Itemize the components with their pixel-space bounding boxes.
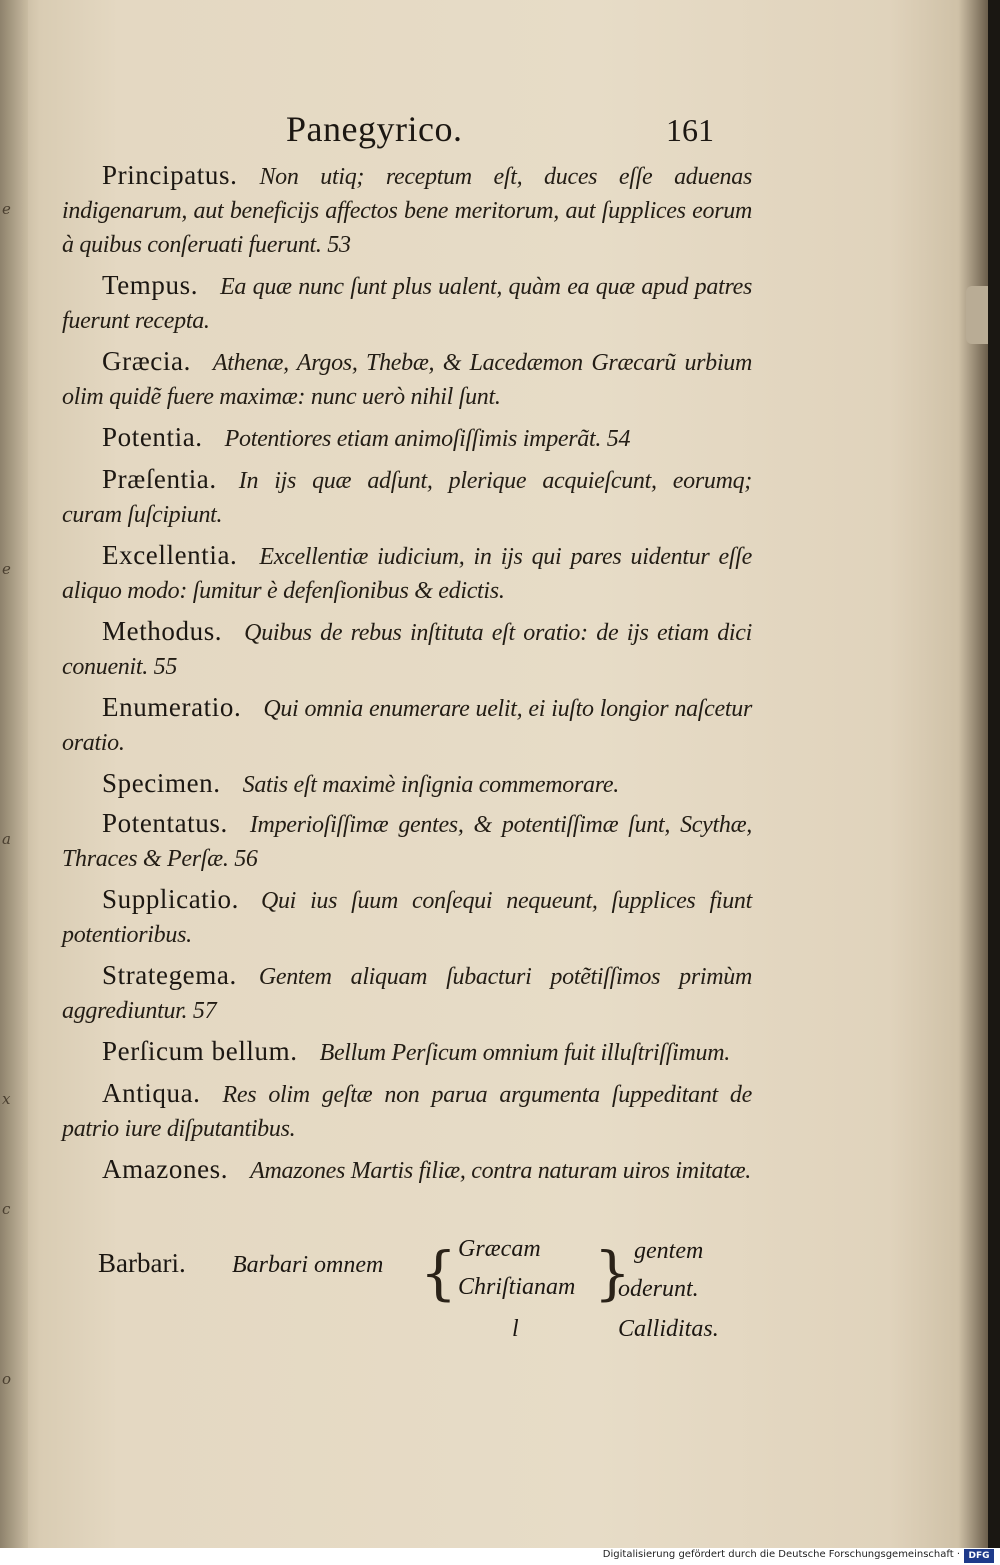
gutter-letter: e [2,560,11,578]
brace-verb: gentem [634,1238,704,1264]
footer-bar [0,1548,1000,1565]
entry-keyword: Supplicatio. [102,884,239,914]
brace-option: Chriſtianam [458,1274,576,1300]
entry-text: Excellentiæ iudicium, in ijs qui pares uidentur eſſe aliquo modo: ſumitur è defenſionibus & edictis. [62,544,752,604]
brace-verb: oderunt. [618,1276,699,1302]
entry-text: Gentem aliquam ſubacturi potẽtiſſimos primùm aggrediuntur. 57 [62,964,752,1024]
entry-keyword: Enumeratio. [102,692,242,722]
entry-text: In ijs quæ adſunt, plerique acquieſcunt, eorumq; curam ſuſcipiunt. [62,468,752,528]
entry-keyword: Potentia. [102,422,203,452]
page-header [0,108,988,158]
entry-text: Imperioſiſſimæ gentes, & potentiſſimæ ſunt, Scythæ, Thraces & Perſæ. 56 [62,812,752,872]
entry-text: Amazones Martis filiæ, contra naturam uiros imitatæ. [250,1158,751,1184]
running-title: Panegyrico. [286,109,463,149]
entry-keyword: Græcia. [102,346,191,376]
gutter-letter: e [2,200,11,218]
entry-text: Athenæ, Argos, Thebæ, & Lacedæmon Græcarũ urbium olim quidẽ fuere maximæ: nunc uerò nihil ſunt. [62,350,752,410]
catchword: Calliditas. [618,1316,719,1342]
entry [62,268,752,338]
entry [62,420,752,456]
entry-text: Quibus de rebus inſtituta eſt oratio: de ijs etiam dici conuenit. 55 [62,620,752,680]
gutter-letter: o [2,1370,12,1388]
entry-keyword: Potentatus. [102,808,228,838]
left-brace: { [420,1239,457,1307]
entry-text: Ea quæ nunc ſunt plus ualent, quàm ea quæ apud patres fuerunt recepta. [62,274,752,334]
entry [62,538,752,608]
entry [62,958,752,1028]
dfg-logo: DFG [964,1549,994,1563]
entry [62,690,752,760]
right-brace: } [594,1239,631,1307]
entry-text: Res olim geſtæ non parua argumenta ſuppeditant de patrio iure diſputantibus. [62,1082,752,1142]
entry-keyword: Methodus. [102,616,223,646]
entry-text: Bellum Perſicum omnium fuit illuſtriſſimum. [319,1040,730,1066]
entry [62,158,752,262]
entry-text: Barbari omnem [232,1252,384,1278]
entry [62,882,752,952]
entry [62,1076,752,1146]
footer-credit: Digitalisierung gefördert durch die Deutsche Forschungsgemeinschaft · [602,1549,960,1560]
entry-keyword: Specimen. [102,768,221,798]
entries-list [62,158,752,1188]
entry-keyword: Barbari. [98,1248,186,1278]
entry-keyword: Perſicum bellum. [102,1036,298,1066]
entry [62,1152,752,1188]
entry [62,806,752,876]
entry-keyword: Antiqua. [102,1078,201,1108]
gutter-marks [2,0,24,1548]
entry-text: Satis eſt maximè inſignia commemorare. [242,772,619,798]
entry [62,766,752,802]
entry [62,1034,752,1070]
page-edge-tab [966,286,988,344]
entry-keyword: Strategema. [102,960,237,990]
entry [62,462,752,532]
gutter-letter: x [2,1090,11,1108]
entry-text: Non utiq; receptum eſt, duces eſſe aduenas indigenarum, aut beneficijs affectos bene meritorum, aut ſupplices eorum à quibus conſeruati fuerunt. 53 [62,164,752,258]
barbari-entry [98,1236,778,1346]
brace-option: Græcam [458,1236,541,1262]
gutter-letter: a [2,830,11,848]
entry-text: Potentiores etiam animoſiſſimis imperãt. 54 [224,426,631,452]
entry-keyword: Principatus. [102,160,238,190]
entry-text: Qui ius ſuum conſequi nequeunt, ſupplices fiunt potentioribus. [62,888,752,948]
entry [62,614,752,684]
signature-mark: l [512,1316,519,1342]
entry-keyword: Excellentia. [102,540,238,570]
gutter-letter: c [2,1200,11,1218]
entry-keyword: Tempus. [102,270,199,300]
page-number: 161 [666,112,714,148]
entry-keyword: Amazones. [102,1154,229,1184]
entry-keyword: Præſentia. [102,464,217,494]
entry-text: Qui omnia enumerare uelit, ei iuſto longior naſcetur oratio. [62,696,752,756]
entry [62,344,752,414]
